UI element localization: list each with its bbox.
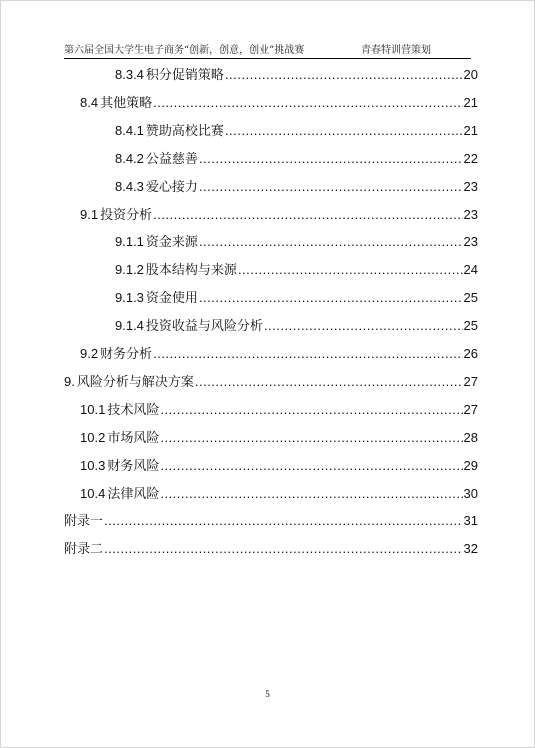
toc-entry[interactable]	[115, 64, 478, 86]
toc-entry[interactable]	[80, 92, 478, 114]
toc-entry[interactable]	[115, 148, 478, 170]
toc-entry-title: 风险分析与解决方案	[76, 374, 194, 390]
toc-dot-leader	[199, 287, 463, 309]
toc-entry-page: 29	[463, 457, 478, 473]
toc-entry-title: 投资分析	[100, 207, 153, 223]
toc-dot-leader	[225, 64, 463, 86]
toc-entry-title: 投资收益与风险分析	[145, 319, 263, 335]
toc-dot-leader	[160, 455, 462, 477]
toc-entry[interactable]	[64, 371, 478, 393]
toc-entry-page: 32	[463, 541, 478, 557]
toc-entry-page: 23	[463, 206, 478, 222]
toc-entry-number: 9.1.4	[115, 318, 144, 334]
toc-entry-number: 10.3	[80, 457, 106, 473]
toc-entry-title: 资金使用	[145, 291, 198, 307]
toc-entry[interactable]	[115, 287, 478, 309]
toc-entry-title: 积分促销策略	[145, 68, 224, 83]
toc-entry-page: 23	[463, 234, 478, 250]
toc-entry-page: 30	[463, 485, 478, 501]
toc-entry[interactable]	[115, 120, 478, 142]
toc-entry-page: 25	[463, 290, 478, 306]
toc-entry[interactable]	[64, 510, 478, 532]
toc-entry-title: 财务分析	[100, 347, 153, 362]
toc-entry-number: 10.1	[80, 401, 106, 417]
toc-dot-leader	[199, 176, 463, 198]
toc-dot-leader	[160, 483, 462, 505]
toc-entry[interactable]	[115, 259, 478, 281]
toc-entry-page: 31	[463, 513, 478, 529]
toc-entry-page: 27	[463, 401, 478, 417]
toc-entry[interactable]	[80, 455, 478, 477]
toc-entry[interactable]	[80, 427, 478, 449]
toc-entry-title: 附录二	[64, 542, 104, 558]
toc-entry[interactable]	[115, 176, 478, 198]
toc-entry-title: 其他策略	[100, 95, 153, 111]
toc-entry-page: 21	[463, 94, 478, 110]
footer-page-number: 5	[265, 689, 270, 699]
toc-dot-leader	[153, 343, 462, 365]
toc-entry-page: 25	[463, 318, 478, 334]
toc-dot-leader	[104, 510, 463, 532]
toc-entry-title: 股本结构与来源	[145, 263, 237, 279]
toc-entry-number: 10.4	[80, 485, 106, 501]
toc-dot-leader	[104, 538, 463, 560]
toc-entry-title: 附录一	[64, 514, 104, 530]
toc-dot-leader	[153, 92, 462, 114]
toc-entry-number: 9.2	[80, 346, 99, 361]
toc-dot-leader	[160, 399, 462, 421]
toc-entry-number: 8.4.1	[115, 122, 144, 138]
toc-entry-title: 赞助高校比赛	[145, 123, 224, 139]
toc-entry-number: 8.4.2	[115, 150, 144, 166]
toc-entry-number: 8.4	[80, 94, 99, 110]
toc-entry[interactable]	[115, 315, 478, 337]
toc-entry-title: 爱心接力	[145, 179, 198, 195]
page-header	[64, 41, 471, 55]
toc-entry-page: 23	[463, 178, 478, 194]
toc-dot-leader	[238, 259, 463, 281]
toc-dot-leader	[199, 231, 463, 253]
toc-dot-leader	[199, 148, 463, 170]
toc-dot-leader	[160, 427, 462, 449]
toc-entry[interactable]	[80, 483, 478, 505]
toc-entry-number: 9.1.3	[115, 290, 144, 306]
toc-entry[interactable]	[80, 399, 478, 421]
toc-entry[interactable]	[115, 231, 478, 253]
toc-entry-number: 9.	[64, 373, 75, 389]
toc-entry-page: 22	[463, 150, 478, 166]
toc-entry-title: 财务风险	[107, 458, 160, 474]
toc-entry-title: 市场风险	[107, 430, 160, 446]
toc-dot-leader	[225, 120, 463, 142]
toc-entry[interactable]	[64, 538, 478, 560]
toc-entry-page: 20	[463, 67, 478, 82]
header-competition-title: 第六届全国大学生电子商务“创新，创意，创业”挑战赛	[64, 45, 305, 56]
toc-entry-number: 9.1.1	[115, 234, 144, 250]
toc-entry-title: 技术风险	[107, 402, 160, 418]
toc-entry-page: 21	[463, 122, 478, 138]
toc-dot-leader	[264, 315, 463, 337]
toc-entry-title: 公益慈善	[145, 151, 198, 167]
toc-dot-leader	[195, 371, 463, 393]
toc-entry-number: 9.1	[80, 206, 99, 222]
toc-entry-number: 8.4.3	[115, 178, 144, 194]
header-rule	[64, 58, 471, 59]
toc-dot-leader	[153, 204, 462, 226]
toc-entry-number: 9.1.2	[115, 262, 144, 278]
toc-entry-number: 10.2	[80, 429, 106, 445]
toc-entry-page: 27	[463, 373, 478, 389]
toc-entry-page: 26	[463, 346, 478, 361]
toc-entry-number: 8.3.4	[115, 67, 144, 82]
toc-entry-title: 法律风险	[107, 486, 160, 502]
toc-entry-page: 28	[463, 429, 478, 445]
toc-entry[interactable]	[80, 204, 478, 226]
toc-entry[interactable]	[80, 343, 478, 365]
toc-entry-page: 24	[463, 262, 478, 278]
toc-entry-title: 资金来源	[145, 235, 198, 251]
header-project-title: 青春特训营策划	[361, 45, 431, 56]
